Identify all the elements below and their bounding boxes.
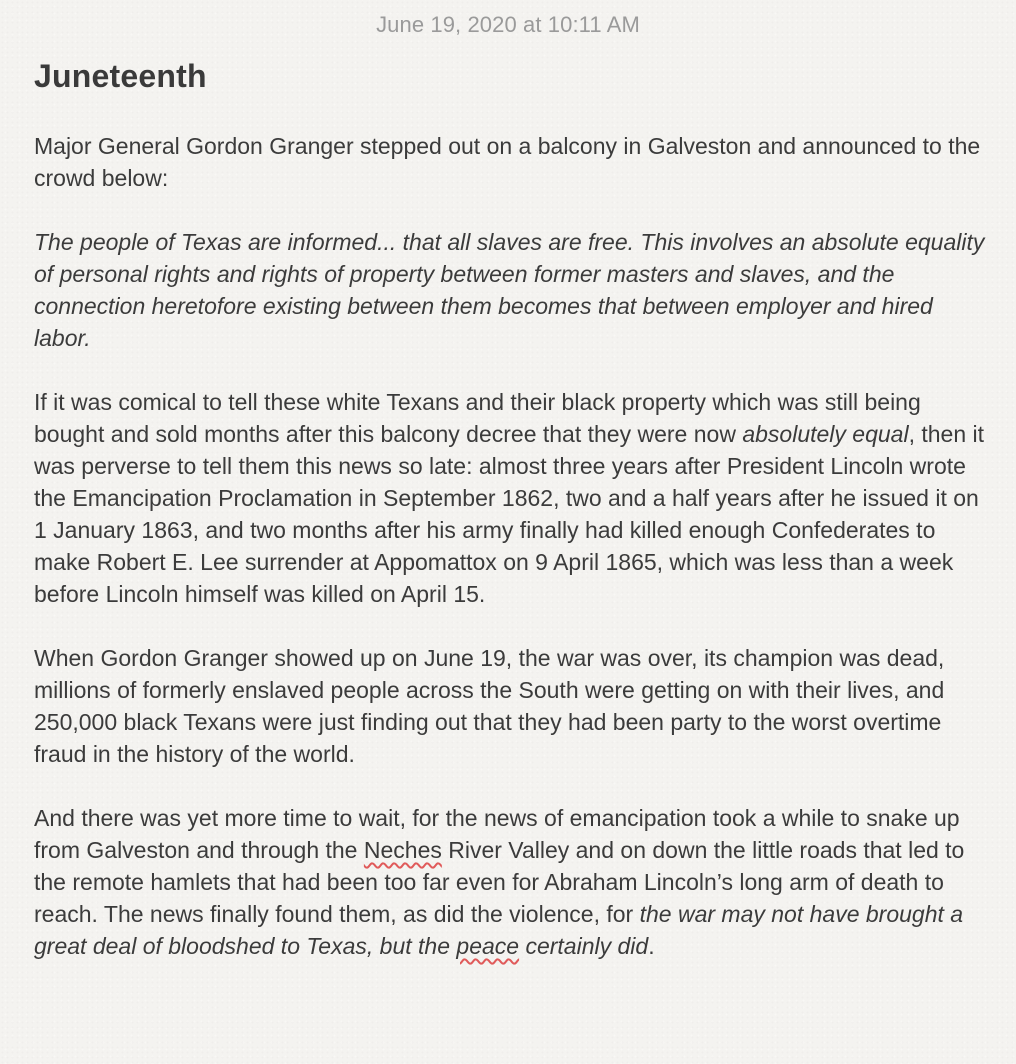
paragraph-wait-end: . <box>648 933 655 959</box>
paragraph-comical-text-a: If it was comical to tell these white Texans and their black property which was still being bought and sold months after this balcony decree that they were now <box>34 389 921 447</box>
misspelled-word-neches[interactable]: Neches <box>363 837 442 863</box>
note-title[interactable]: Juneteenth <box>34 58 207 94</box>
misspelled-word-peace[interactable]: peace <box>456 933 520 959</box>
emphasis-certainly-did: certainly did <box>519 933 649 959</box>
paragraph-intro: Major General Gordon Granger stepped out on a balcony in Galveston and announced to the crowd below: <box>34 133 981 191</box>
emphasis-absolutely-equal: absolutely equal <box>742 421 909 447</box>
paragraph-wait <box>34 802 994 962</box>
paragraph-wait-text-a: And there was yet more time to wait, for the news of emancipation took a while to snake up from Galveston and through the <box>34 805 960 863</box>
paragraph-quote: The people of Texas are informed... that all slaves are free. This involves an absolute equality of personal rights and rights of property between former masters and slaves, and the connection heretofore existing between them becomes that between employer and hired labor. <box>34 229 985 351</box>
paragraph-wait-text-b: River Valley and on down the little roads that led to the remote hamlets that had been too far even for Abraham Lincoln’s long arm of death to reach. The news finally found them, as did the violence, for <box>34 837 965 927</box>
note-timestamp: June 19, 2020 at 10:11 AM <box>376 12 640 37</box>
paragraph-granger: When Gordon Granger showed up on June 19, the war was over, its champion was dead, millions of formerly enslaved people across the South were getting on with their lives, and 250,000 black Texans were just finding out that they had been party to the worst overtime fraud in the history of the world. <box>34 645 945 767</box>
emphasis-war-text: the war may not have brought a great deal of bloodshed to Texas, but the <box>34 901 964 959</box>
paragraph-comical-text-b: , then it was perverse to tell them this news so late: almost three years after President Lincoln wrote the Emancipation Proclamation in September 1862, two and a half years after he issued it on 1 January 1863, and two months after his army finally had killed enough Confederates to make Robert E. Lee surrender at Appomattox on 9 April 1865, which was less than a week before Lincoln himself was killed on April 15. <box>34 421 984 607</box>
paragraph-comical <box>34 386 994 610</box>
note-body[interactable] <box>34 130 994 994</box>
